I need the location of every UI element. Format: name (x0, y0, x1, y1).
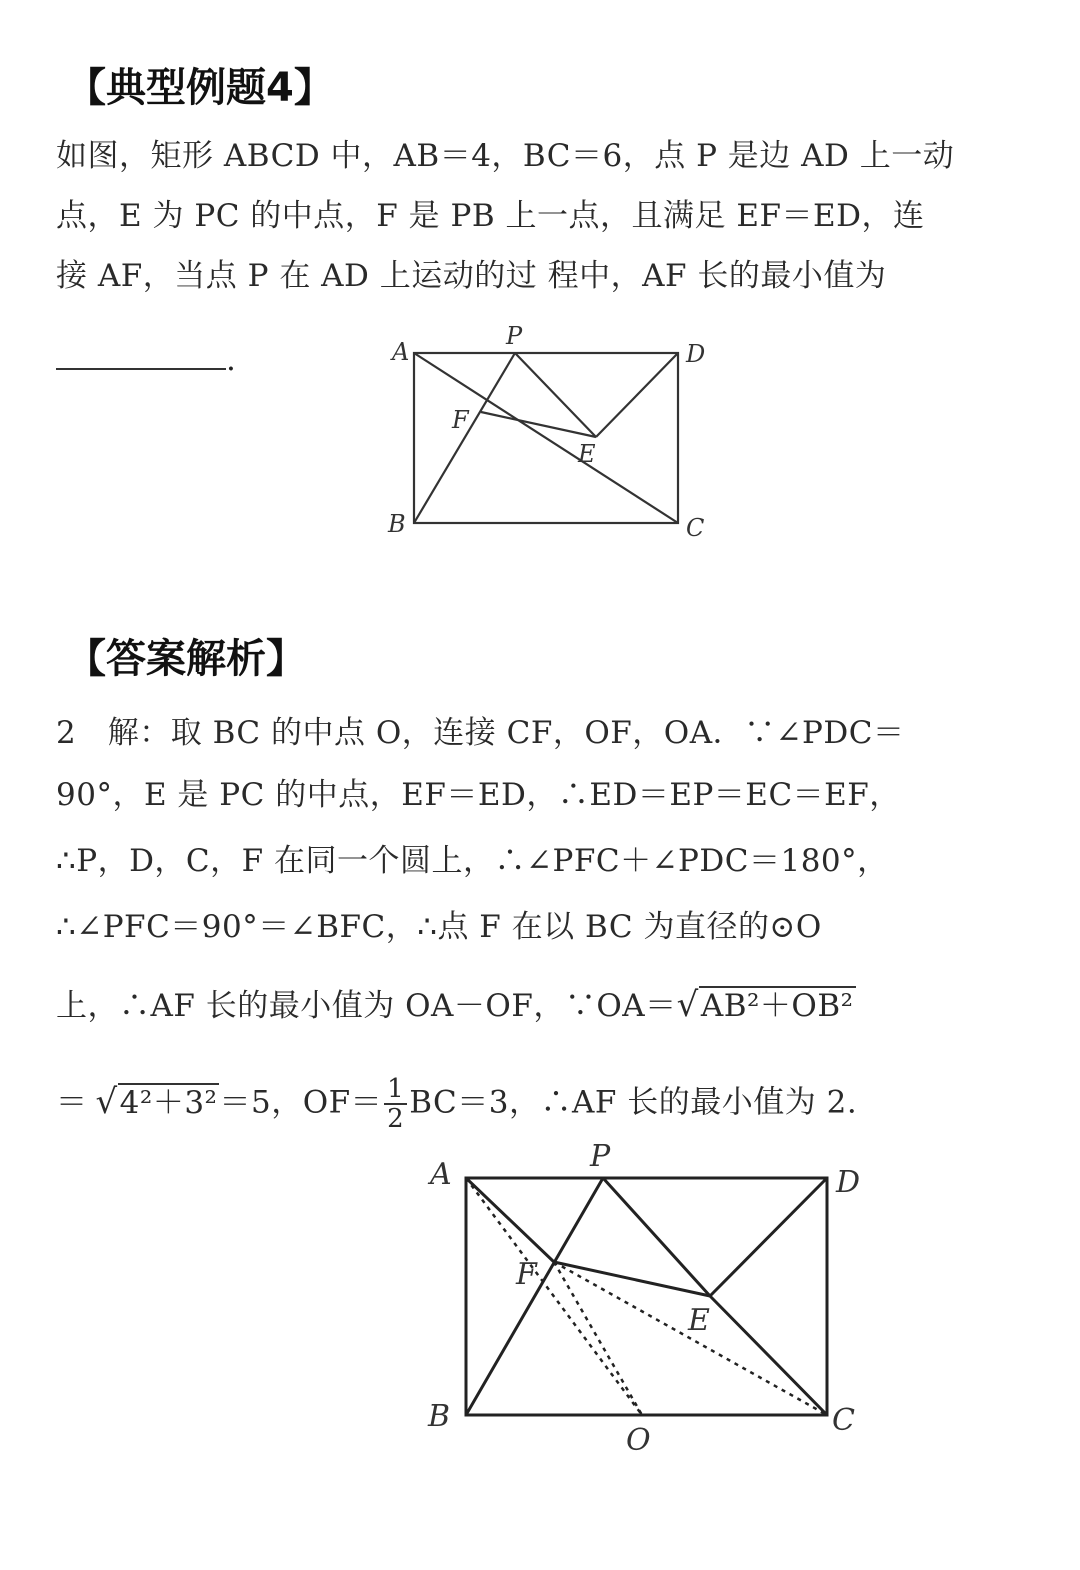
answer-heading: 【答案解析】 (66, 636, 306, 682)
blank-underline (56, 346, 226, 370)
answer-line-4: ∴∠PFC＝90°＝∠BFC，∴点 F 在以 BC 为直径的⊙O (56, 909, 822, 945)
after-sqrt: ＝5，OF＝ (219, 1084, 383, 1121)
label-a-2: A (430, 1157, 452, 1192)
blank-period: . (226, 342, 236, 378)
eq-sign: ＝ (56, 1084, 88, 1121)
answer-figure-dashed-lines (466, 1178, 827, 1415)
answer-line-2: 90°，E 是 PC 的中点，EF＝ED，∴ED＝EP＝EC＝EF， (56, 777, 901, 813)
diagonal-ac (414, 353, 678, 523)
answer-line-6 (56, 1075, 857, 1133)
label-b-2: B (428, 1399, 451, 1434)
problem-figure (370, 320, 730, 550)
label-b: B (388, 510, 406, 538)
answer-figure (410, 1130, 880, 1460)
problem-line-2: 点，E 为 PC 的中点，F 是 PB 上一点，且满足 EF＝ED，连 (56, 198, 925, 234)
answer-text (56, 713, 1016, 1133)
segment-fe-2 (554, 1262, 710, 1296)
answer-line-3: ∴P，D，C，F 在同一个圆上，∴∠PFC＋∠PDC＝180°， (56, 843, 889, 879)
line-6-tail: BC＝3，∴AF 长的最小值为 2. (409, 1084, 858, 1121)
dashed-fc (554, 1262, 827, 1415)
answer-line-1: 2 解：取 BC 的中点 O，连接 CF，OF，OA．∵∠PDC＝ (56, 715, 905, 751)
label-f-2: F (516, 1257, 537, 1292)
answer-figure-solid-lines (466, 1178, 827, 1415)
label-e-2: E (688, 1303, 710, 1338)
dashed-fo (554, 1262, 642, 1415)
fraction-denominator: 2 (387, 1104, 405, 1134)
label-d: D (686, 340, 706, 368)
sqrt-radicand-4-3: 4²＋3² (119, 1084, 218, 1121)
label-o: O (626, 1423, 651, 1458)
label-d-2: D (836, 1165, 861, 1200)
segment-pb-2 (466, 1178, 603, 1415)
label-f: F (452, 406, 469, 434)
label-c: C (686, 514, 705, 542)
problem-heading: 【典型例题4】 (66, 65, 334, 111)
sqrt-radicand-ab-ob: AB²＋OB² (700, 988, 854, 1024)
answer-blank (56, 340, 236, 380)
fraction-half (384, 1075, 407, 1133)
segment-pe (515, 353, 596, 437)
segment-de (596, 353, 678, 437)
segment-de-2 (710, 1178, 827, 1296)
fraction-numerator: 1 (384, 1075, 407, 1105)
answer-line-5 (56, 985, 856, 1026)
label-c-2: C (832, 1403, 855, 1438)
segment-pe-2 (603, 1178, 710, 1296)
dashed-ao (466, 1178, 642, 1415)
segment-ec (710, 1296, 827, 1415)
sqrt-sign: √ (676, 985, 699, 1025)
segment-pb (414, 353, 515, 523)
problem-line-3: 接 AF，当点 P 在 AD 上运动的过 程中，AF 长的最小值为 (56, 258, 887, 294)
sqrt-sign-2: √ (95, 1081, 118, 1122)
rect-abcd-2 (466, 1178, 827, 1415)
problem-text (56, 136, 1016, 336)
segment-af (466, 1178, 554, 1262)
label-p: P (506, 322, 523, 350)
answer-line-5-text: 上，∴AF 长的最小值为 OA－OF，∵OA＝ (56, 988, 677, 1024)
label-p-2: P (590, 1139, 611, 1174)
label-e: E (578, 440, 596, 468)
problem-figure-lines (414, 353, 678, 523)
label-a: A (392, 338, 410, 366)
problem-line-1: 如图，矩形 ABCD 中，AB＝4，BC＝6，点 P 是边 AD 上一动 (56, 138, 955, 174)
